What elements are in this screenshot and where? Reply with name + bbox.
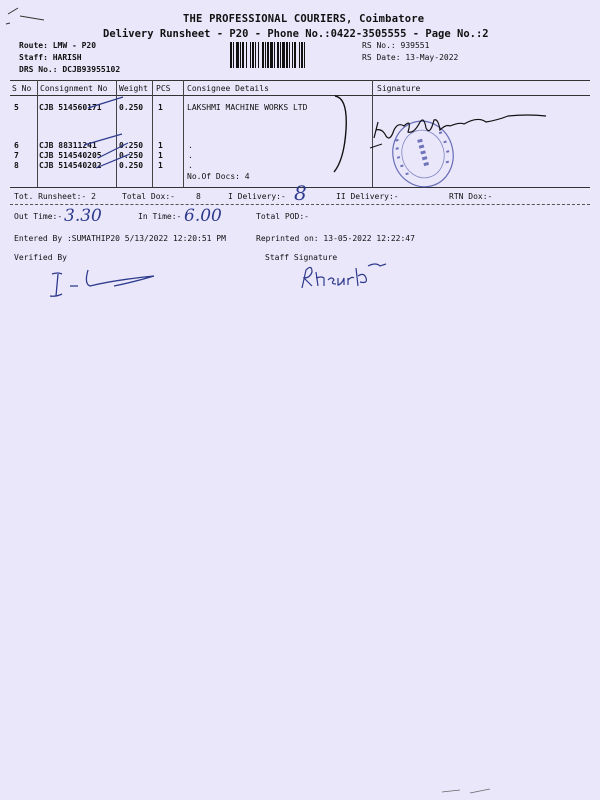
total-pod-label: Total POD:- [256,212,309,221]
row-weight: 0.250 [119,103,144,112]
rs-number: RS No.: 939551 [362,41,430,50]
out-time-label: Out Time:- [14,212,63,221]
col-header-consignment: Consignment No [40,84,108,93]
row-consignment: CJB 514560171 [39,103,102,112]
staff-signature [298,258,394,292]
rs-date: RS Date: 13-May-2022 [362,53,459,62]
row-consignee: . [188,161,193,170]
reprinted-on: Reprinted on: 13-05-2022 12:22:47 [256,234,415,243]
no-of-docs: No.Of Docs: 4 [187,172,250,181]
col-header-consignee: Consignee Details [187,84,269,93]
row-consignee: LAKSHMI MACHINE WORKS LTD [187,103,308,112]
tot-runsheet: Tot. Runsheet:- 2 [14,192,96,201]
verifier-signature [44,266,162,302]
col-header-signature: Signature [377,84,421,93]
col-header-sno: S No [12,84,32,93]
ii-delivery-label: II Delivery:- [336,192,399,201]
i-delivery-handwritten: 8 [294,181,307,205]
drs-number: DRS No.: DCJB93955102 [19,65,121,74]
row-consignee: . [188,141,193,150]
row-sno: 8 [14,161,19,170]
col-header-weight: Weight [119,84,148,93]
out-time-handwritten: 3.30 [64,206,102,226]
corner-scribble [4,4,50,26]
in-time-label: In Time:- [138,212,182,221]
totals-divider [10,204,590,205]
row-consignment: CJB 514540202 [39,161,102,170]
staff-label: Staff: HARISH [19,53,82,62]
rtn-dox-label: RTN Dox:- [449,192,493,201]
col-header-pcs: PCS [156,84,171,93]
i-delivery-label: I Delivery:- [228,192,286,201]
entered-by: Entered By :SUMATHIP20 5/13/2022 12:20:51 PM [14,234,226,243]
verified-by-label: Verified By [14,253,67,262]
row-sno: 7 [14,151,19,160]
bottom-marks [440,784,500,796]
row-pcs: 1 [158,151,163,160]
route-label: Route: LMW - P20 [19,41,97,50]
row-weight: 0.250 [119,151,144,160]
row-consignment: CJB 88311241 [39,141,97,150]
receiver-signature [368,108,558,150]
total-dox-label: Total Dox:- [122,192,175,201]
staff-signature-label: Staff Signature [265,253,338,262]
row-sno: 6 [14,141,19,150]
table-top-rule [10,80,590,81]
row-pcs: 1 [158,161,163,170]
row-consignment: CJB 514540205 [39,151,102,160]
in-time-handwritten: 6.00 [184,206,222,226]
row-sno: 5 [14,103,19,112]
barcode [230,42,352,68]
company-name: THE PROFESSIONAL COURIERS, Coimbatore [183,13,425,25]
row-consignee: . [188,151,193,160]
row-pcs: 1 [158,141,163,150]
row-pcs: 1 [158,103,163,112]
row-weight: 0.250 [119,161,144,170]
row-weight: 0.250 [119,141,144,150]
runsheet-title: Delivery Runsheet - P20 - Phone No.:0422-3505555 - Page No.:2 [103,28,489,40]
total-dox-value: 8 [196,192,201,201]
